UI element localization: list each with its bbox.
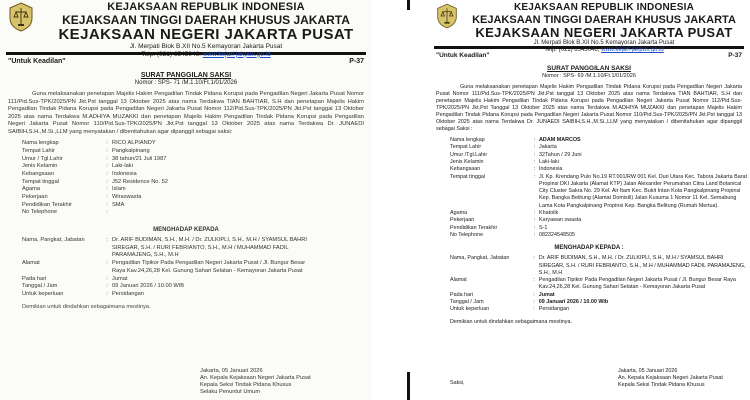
field-row (22, 140, 312, 148)
field-value: Laki-laki (112, 163, 133, 170)
header-website[interactable]: www.kejari-jakpus.go.id (601, 46, 664, 53)
field-colon: : (106, 237, 108, 244)
field-colon: : (533, 277, 535, 284)
field-colon: : (533, 137, 535, 144)
header-address: Jl. Merpati Blok B.XII No.5 Kemayoran Jakarta Pusat (129, 43, 283, 51)
witness-label: Saksi, (450, 380, 465, 386)
field-label: Umur / Tgl.Lahir (22, 155, 63, 162)
field-label: Untuk keperluan (22, 290, 64, 297)
field-label: Tempat tinggal (450, 173, 486, 180)
center-divider-bottom (407, 372, 410, 400)
field-value: Jakarta (539, 144, 557, 151)
section-heading: MENGHADAP KEPADA (153, 227, 219, 234)
field-value: Jumat (538, 291, 555, 298)
field-row (450, 277, 750, 292)
field-row (22, 194, 312, 202)
field-colon: : (106, 147, 108, 154)
field-value: SMA (112, 201, 125, 208)
field-row (22, 171, 312, 179)
field-label: Tanggal / Jam (22, 283, 58, 290)
field-colon: : (106, 260, 108, 267)
field-value: Persidangan (112, 290, 144, 297)
field-label: Pada hari (22, 275, 47, 282)
field-row (450, 144, 750, 151)
header-line-3: KEJAKSAAN NEGERI JAKARTA PUSAT (475, 24, 733, 40)
field-row (450, 225, 750, 232)
field-row (22, 291, 312, 299)
header-line-1: KEJAKSAAN REPUBLIK INDONESIA (513, 2, 695, 13)
field-label: No Telephone (22, 209, 57, 216)
sign-line-3: Selaku Penuntut Umum (200, 389, 261, 396)
field-row (450, 292, 750, 299)
field-row (450, 137, 750, 144)
field-row (22, 283, 312, 291)
header-line-2: KEJAKSAAN TINGGI DAERAH KHUSUS JAKARTA (62, 12, 350, 27)
field-value: Khatolik (539, 210, 559, 217)
header-contact (40, 51, 372, 58)
field-colon: : (533, 144, 535, 151)
field-label: Alamat (22, 260, 40, 267)
field-row (22, 179, 312, 187)
field-colon: : (533, 231, 535, 238)
field-value: Jl. Kp. Krendang Pulo No.19 RT.001/RW 001 Kel. Duri Utara Kec. Tabora Jakarta Barat Propinsi DKI Jakarta (Alamat KTP) Jalan Alexander Perumahan Citra Land Botanical City Cluster Sakra No. 29 Kel. Air Itam Kec. Bukit Intan Kota Pangkalpinang Propinsi Kep. Bangka Belitung (Alamat Domisili) Jalan Kusuma 1 Nomor 11 Kel. Semabung Lama Kota Pangkalpinang Propinsi Kep. Bangka Belitung (Rumah Mertua). (539, 173, 747, 209)
field-colon: : (533, 151, 535, 158)
sign-line-1: An. Kepala Kejaksaan Negeri Jakarta Pusat (618, 374, 723, 381)
appointment-details (450, 255, 750, 313)
field-value: Wiraswasta (112, 194, 142, 200)
field-label: Tanggal / Jam (450, 299, 484, 306)
field-label: Pekerjaan (22, 194, 48, 200)
field-label: Tempat tinggal (22, 178, 59, 185)
sign-place-date: Jakarta, 05 Januari 2026 (618, 368, 678, 374)
field-colon: : (533, 224, 535, 231)
header-phone: Telp. (021) 6545046, (544, 46, 600, 53)
motto: "Untuk Keadilan" (8, 58, 66, 65)
field-label: Nama, Pangkat, Jabatan (22, 237, 85, 244)
header-line-1: KEJAKSAAN REPUBLIK INDONESIA (107, 1, 305, 13)
field-label: Kebangsaan (450, 166, 481, 173)
field-colon: : (533, 173, 535, 180)
field-label: Tempat Lahir (450, 144, 482, 151)
field-row (450, 299, 750, 306)
field-value: Laki-laki (539, 159, 559, 165)
field-colon: : (533, 306, 535, 313)
field-colon: : (533, 255, 535, 262)
field-colon: : (533, 210, 535, 217)
field-colon: : (106, 155, 108, 162)
field-label: Jenis Kelamin (22, 163, 58, 170)
field-value: ADAM MARCOS (539, 137, 581, 144)
field-colon: : (106, 163, 108, 170)
field-value: Karyawan swasta (539, 217, 582, 224)
sign-line-2: Kepala Seksi Tindak Pidana Khusus (200, 382, 292, 389)
sign-line-1: An. Kepala Kejaksaan Negeri Jakarta Pusat (200, 375, 311, 382)
field-colon: : (106, 209, 108, 216)
field-row (450, 306, 750, 313)
field-colon: : (106, 140, 108, 147)
field-colon: : (106, 283, 108, 290)
field-row (450, 255, 750, 277)
field-colon: : (533, 159, 535, 165)
field-row (22, 186, 312, 194)
field-row (22, 276, 312, 284)
form-code: P-37 (349, 58, 364, 65)
field-value: 09 Januari 2026 / 10.00 Wib (538, 299, 609, 306)
closing-text: Demikian untuk dindahkan sebagaimana mestinya. (450, 318, 572, 325)
field-row (450, 210, 750, 217)
field-row (450, 159, 750, 166)
field-colon: : (106, 170, 108, 177)
letterhead (428, 0, 750, 53)
field-colon: : (106, 290, 108, 297)
field-colon: : (106, 194, 108, 200)
field-value: Dr. ARIF BUDIMAN, S.H., M.H. / Dr. ZULKIPLI, S.H., M.H / SYAMSUL BAHRI SIREGAR, S.H. / RURI FEBRIANTO, S.H., M.H / MUHAMMAD FADIL PARAMAJENG, S.H., M.H (112, 237, 307, 259)
sign-place-date: Jakarta, 05 Januari 2026 (200, 368, 263, 374)
kejaksaan-emblem-icon (436, 3, 458, 29)
field-row (450, 217, 750, 224)
field-row (450, 166, 750, 173)
field-row (22, 202, 312, 210)
field-colon: : (106, 275, 108, 282)
center-divider-top (407, 0, 410, 10)
field-value: Pangkalpinang (112, 147, 150, 154)
field-label: Umur /Tgl.Lahir (450, 151, 488, 158)
motto: "Untuk Keadilan" (436, 52, 490, 59)
field-value: 082324548505 (539, 231, 576, 238)
field-label: Alamat (450, 277, 467, 284)
field-label: Pekerjaan (450, 217, 475, 224)
summons-letter-left (0, 0, 372, 400)
field-value: Islam (112, 186, 126, 193)
field-colon: : (533, 291, 535, 298)
field-label: Nama lengkap (22, 140, 59, 147)
document-title: SURAT PANGGILAN SAKSI (140, 72, 232, 79)
field-label: Agama (450, 210, 468, 217)
field-row (22, 237, 312, 260)
field-row (22, 163, 312, 171)
form-code: P-37 (728, 52, 742, 59)
field-label: Tempat Lahir (22, 147, 55, 154)
witness-details (22, 140, 312, 217)
field-value: 32Tahun / 29 Juni (539, 151, 582, 158)
field-value: Indonesia (539, 166, 563, 173)
field-value: RICO ALPIANDY (112, 140, 156, 147)
field-label: Nama, Pangkat, Jabatan (450, 255, 510, 262)
field-label: Jenis Kelamin (450, 159, 484, 165)
field-label: Kebangsaan (22, 170, 54, 177)
document-title: SURAT PANGGILAN SAKSI (547, 65, 631, 72)
field-colon: : (533, 217, 535, 224)
document-number: Nomor : SPS- 69 /M.1.10/Ft.1/01/2026 (542, 73, 636, 79)
kejaksaan-emblem-icon (8, 2, 34, 32)
field-label: Pendidikan Terakhir (22, 201, 72, 208)
header-address: Jl. Merpati Blok B.XII No.5 Kemayoran Jakarta Pusat (533, 39, 675, 46)
field-value: Dr. ARIF BUDIMAN, S.H., M.H. / Dr. ZULKIPLI, S.H., M.H / SYAMSUL BAHRI SIREGAR, S.H. / RURI FEBRIANTO, S.H., M.H / MUHAMMAD FADIL PARAMAJENG, S.H., M.H (538, 255, 746, 276)
letterhead (0, 0, 372, 58)
witness-details (450, 137, 750, 239)
field-label: No Telephone (450, 231, 484, 238)
intro-paragraph: Guna melaksanakan penetapan Majelis Hakim Pengadilan Tindak Pidana Korupsi pada Pengadilan Negeri Jakarta Pusat Nomor 111/Pid.Sus-TPK/2025/PN Jkt.Pst tanggal 13 Oktober 2025 atas nama Terdakwa TIAN BAHTIAR, S.H dan penetapan Majelis Hakim Pengadilan Tindak Pidana Korupsi pada Pengadilan Negeri Jakarta Pusat Nomor 112/Pid.Sus-TPK/2025/PN Jkt.Pst Tanggal 13 Oktober 2025 atas nama Terdakwa M.ADHIYA MUZAKKI dan penetapan Majelis Hakim Pengadilan Tindak Pidana Korupsi pada Pengadilan Negeri Jakarta Pusat Nomor 110/Pid.Sus-TPK/2025/PN Jkt.Pst tanggal 13 Oktober 2025 atas nama Terdakwa Dr. JUNAEDI SAIBIH,S.H.,M.Si.,LLM yang menyatakan / dibenitahukan agar dipanggil sebagai Saksi : (436, 84, 742, 133)
field-value: Pengadilan Tipikor Pada Pengadilan Negeri Jakarta Pusat / Jl. Bungur Besar Raya Kav.24,26,28 Kel. Gunung Sahari Selatan - Kemayoran Jakarta Pusat (538, 277, 736, 291)
field-value: 38 tahun/21 Juli 1987 (112, 155, 167, 162)
header-line-2: KEJAKSAAN TINGGI DAERAH KHUSUS JAKARTA (472, 13, 736, 26)
field-row (450, 174, 750, 210)
field-row (450, 152, 750, 159)
field-row (450, 232, 750, 239)
field-value: J52 Residence No. 52 (112, 178, 168, 185)
header-phone: Telp. (021) 6545046. (141, 50, 201, 58)
field-label: Pada hari (450, 291, 474, 298)
field-value (112, 209, 312, 217)
field-colon: : (106, 186, 108, 193)
summons-letter-right (428, 0, 750, 400)
field-value: Indonesia (112, 170, 137, 177)
field-row (22, 156, 312, 164)
field-value: 09 Januari 2026 / 10.00 WIB (112, 283, 185, 290)
field-row (22, 209, 312, 217)
field-row (22, 148, 312, 156)
header-contact (458, 47, 750, 54)
field-colon: : (533, 166, 535, 173)
field-value: Jumat (112, 275, 128, 282)
signature-block (200, 368, 311, 397)
header-line-3: KEJAKSAAN NEGERI JAKARTA PUSAT (58, 25, 354, 43)
field-row (22, 260, 312, 275)
field-value: Pengadilan Tipikor Pada Pengadilan Negeri Jakarta Pusat / Jl. Bungur Besar Raya Kav.24,26,28 Kel. Gunung Sahari Selatan - Kemayoran Jakarta Pusat (112, 260, 306, 274)
field-value: Persidangan (538, 306, 570, 313)
closing-text: Demikian untuk dindahkan sebagaimana mestinya. (22, 303, 151, 310)
field-label: Pendidikan Terakhir (450, 224, 498, 231)
sign-line-2: Kepala Seksi Tindak Pidana Khusus (618, 381, 705, 388)
field-label: Untuk keperluan (450, 306, 490, 313)
appointment-details (22, 237, 312, 299)
document-number: Nomor : SPS- 71 /M.1.10/Ft.1/01/2026 (134, 80, 238, 86)
signature-block (618, 368, 723, 388)
field-value: S-1 (539, 224, 548, 231)
field-colon: : (106, 201, 108, 208)
field-colon: : (533, 299, 535, 306)
field-label: Nama lengkap (450, 137, 485, 144)
field-label: Agama (22, 186, 41, 193)
section-heading: MENGHADAP KEPADA : (554, 245, 624, 252)
header-website[interactable]: www.kejari-jakpus.go.id (202, 50, 271, 58)
intro-paragraph: Guna melaksanakan penetapan Majelis Hakim Pengadilan Tindak Pidana Korupsi pada Pengadilan Negeri Jakarta Pusat Nomor 111/Pid.Sus-TPK/2025/PN Jkt.Pst tanggal 13 Oktober 2025 atas nama Terdakwa TIAN BAHTIAR, S.H dan penetapan Majelis Hakim Pengadilan Tindak Pidana Korupsi pada Pengadilan Negeri Jakarta Pusat Nomor 112/Pid.Sus-TPK/2025/PN Jkt.Pst tanggal 13 Oktober 2025 atas nama Terdakwa M.ADHIYA MUZAKKI dan penetapan Majelis Hakim Pengadilan Tindak Pidana Korupsi pada Pengadilan Negeri Jakarta Pusat Nomor 110/Pid.Sus-TPK/2025/PN Jkt.Pst tanggal 13 Oktober 2025 atas nama Terdakwa Dr. JUNAEDI SAIBIH,S.H.,M.Si.,LLM yang menyatakan / dibenitahukan agar dipanggil sebagai saksi: (8, 91, 364, 135)
field-colon: : (106, 178, 108, 185)
